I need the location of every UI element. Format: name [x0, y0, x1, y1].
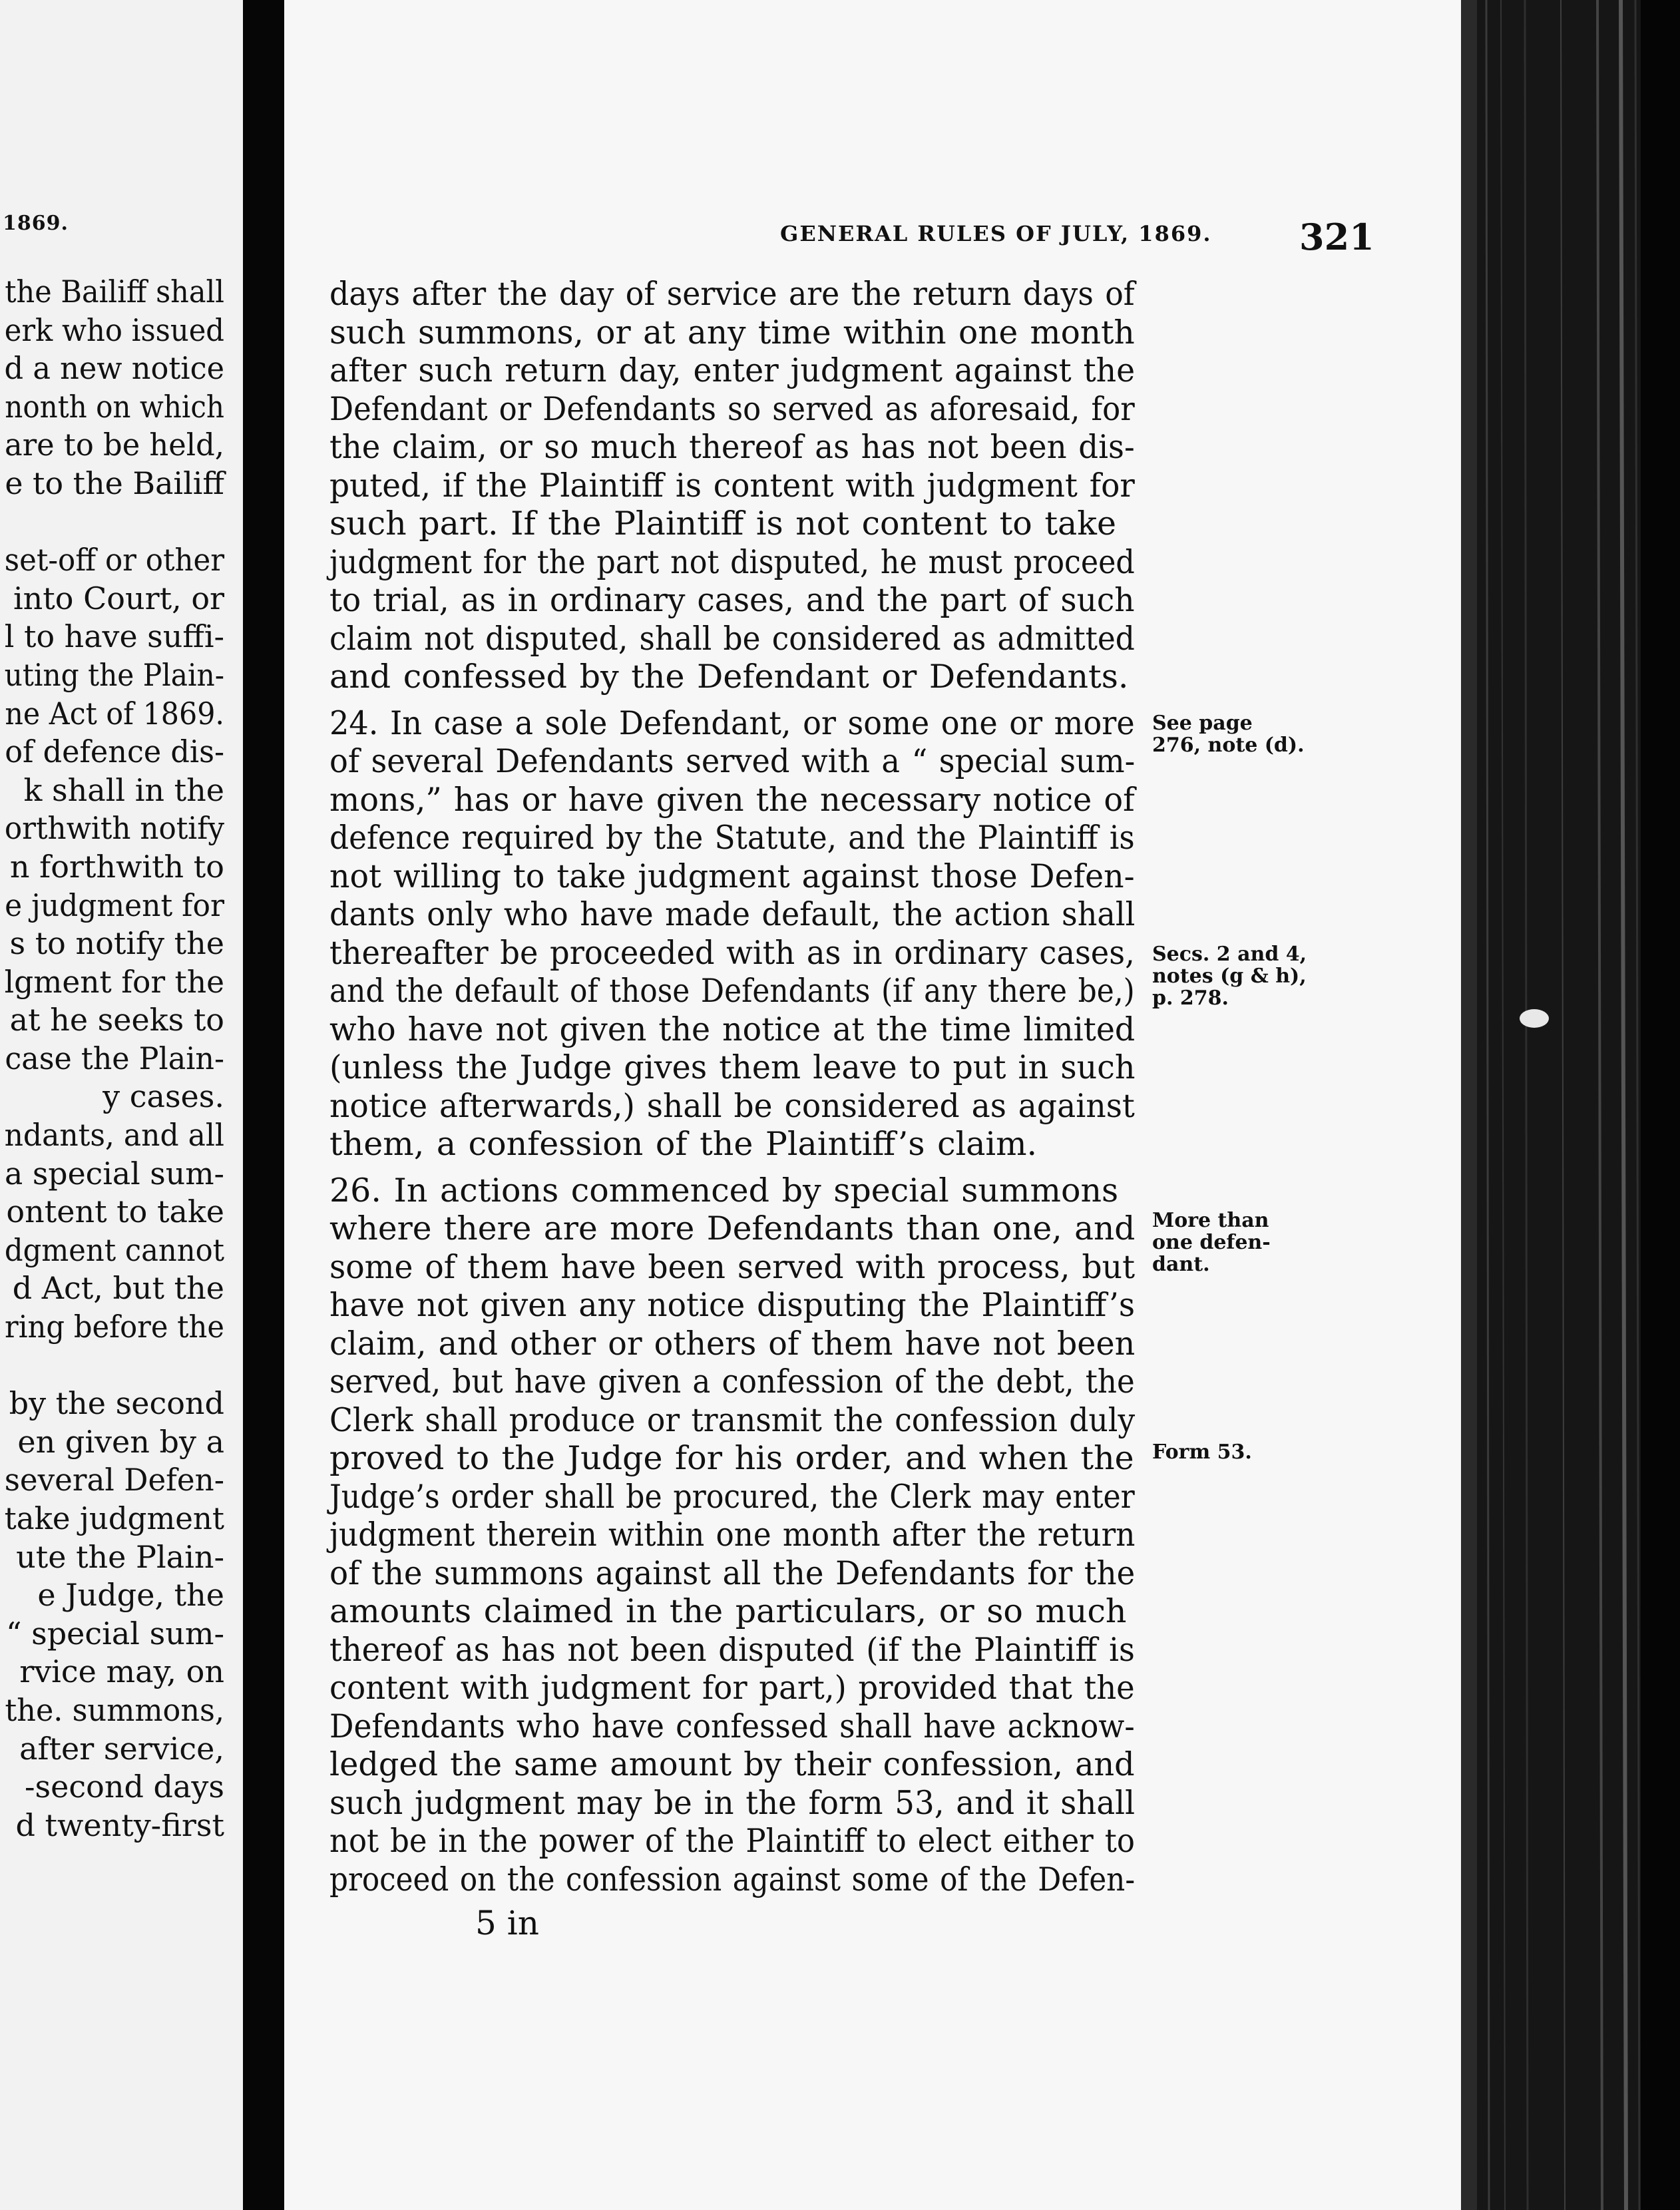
book-page-edges [1461, 0, 1680, 2210]
left-page-header: 1869. [3, 212, 69, 235]
left-page-line: nonth on which [5, 388, 224, 425]
left-page-line: by the second [9, 1385, 224, 1422]
paragraph-gap [329, 696, 1421, 704]
text-line: not willing to take judgment against those Defen- [329, 857, 1135, 895]
running-title: GENERAL RULES OF JULY, 1869. [780, 221, 1212, 246]
text-line: thereof as has not been disputed (if the Plaintiff is [329, 1630, 1135, 1669]
page-number: 321 [1299, 216, 1374, 258]
text-line: of several Defendants served with a “ special sum- [329, 742, 1136, 780]
left-page-line: erk who issued [4, 312, 224, 348]
text-line: after such return day, enter judgment against the [329, 351, 1136, 389]
book-gutter [243, 0, 284, 2210]
text-line: them, a confession of the Plaintiff’s claim. [329, 1125, 1038, 1163]
text-line: 24. In case a sole Defendant, or some one or more [329, 704, 1135, 742]
text-line: amounts claimed in the particulars, or so much [329, 1592, 1127, 1630]
left-page-line: are to be held, [4, 427, 224, 463]
left-page-text [0, 273, 224, 1845]
text-line: and the default of those Defendants (if any there be,) [329, 972, 1135, 1010]
left-page-line: take judgment [4, 1500, 224, 1536]
text-line: such summons, or at any time within one month [329, 313, 1135, 351]
text-line: the claim, or so much thereof as has not been dis- [329, 428, 1135, 466]
left-page-fragment [0, 0, 243, 2210]
left-page-line: a special sum- [5, 1155, 224, 1192]
text-line: Defendants who have confessed shall have acknow- [329, 1707, 1135, 1745]
page-edge-lines [1461, 0, 1680, 2210]
left-page-line: ontent to take [6, 1194, 224, 1230]
left-page-line: at he seeks to [9, 1002, 224, 1038]
text-line: Defendant or Defendants so served as aforesaid, for [329, 389, 1135, 428]
text-line: ledged the same amount by their confession, and [329, 1745, 1135, 1783]
text-line: mons,” has or have given the necessary notice of [329, 780, 1135, 819]
left-page-line: en given by a [17, 1423, 224, 1460]
left-page-line: several Defen- [4, 1462, 224, 1498]
text-line: not be in the power of the Plaintiff to elect either to [329, 1822, 1135, 1860]
paragraph-gap [329, 1164, 1421, 1172]
left-page-line [0, 503, 224, 542]
text-line: where there are more Defendants than one, and [329, 1210, 1136, 1247]
paragraph [329, 275, 1421, 696]
text-line: notice afterwards,) shall be considered as against [329, 1086, 1135, 1125]
text-line: puted, if the Plaintiff is content with judgment for [329, 466, 1135, 505]
text-line: claim not disputed, shall be considered as admitted [329, 619, 1135, 658]
left-page-line: rvice may, on [19, 1654, 224, 1690]
left-page-line: k shall in the [23, 772, 224, 808]
text-line: dants only who have made default, the action shall [329, 895, 1136, 933]
running-header [494, 216, 1439, 256]
margin-note-form: Form 53. [1152, 1440, 1252, 1464]
text-line: Clerk shall produce or transmit the confession duly [329, 1401, 1136, 1439]
text-line: to trial, as in ordinary cases, and the part of such [329, 581, 1135, 619]
left-page-line: s to notify the [9, 925, 224, 962]
text-line: (unless the Judge gives them leave to put in such [329, 1048, 1136, 1086]
left-page-line: “ special sum- [5, 1615, 224, 1652]
left-page-line: into Court, or [13, 580, 224, 616]
left-page-line: l to have suffi- [4, 618, 224, 655]
text-line: judgment therein within one month after the return [329, 1516, 1136, 1554]
text-line: who have not given the notice at the time limited [329, 1010, 1136, 1048]
body-text [329, 275, 1421, 1898]
left-page-line: the. summons, [5, 1691, 224, 1728]
left-page-line: uting the Plain- [4, 656, 224, 693]
text-line: Judge’s order shall be procured, the Clerk may enter [329, 1477, 1135, 1516]
left-page-line: orthwith notify [4, 810, 224, 847]
text-line: and confessed by the Defendant or Defendants. [329, 658, 1129, 696]
left-page-line: e judgment for [5, 887, 224, 923]
margin-note-see-page: See page 276, note (d). [1152, 712, 1305, 757]
margin-note-more-than-one: More than one defen- dant. [1152, 1209, 1271, 1276]
text-line: some of them have been served with process, but [329, 1247, 1136, 1286]
left-page-line: case the Plain- [5, 1040, 224, 1076]
paragraph [329, 704, 1421, 1164]
text-line: defence required by the Statute, and the Plaintiff is [329, 819, 1135, 857]
left-page-line: set-off or other [4, 542, 224, 578]
text-line: days after the day of service are the return days of [329, 275, 1135, 313]
text-line: thereafter be proceeded with as in ordinary cases, [329, 933, 1135, 972]
left-page-line: ndants, and all [4, 1117, 224, 1154]
text-line: proved to the Judge for his order, and when the [329, 1439, 1134, 1477]
text-line: 26. In actions commenced by special summons [329, 1171, 1119, 1210]
left-page-line: the Bailiff shall [5, 274, 224, 310]
text-line: proceed on the confession against some of the Defen- [329, 1860, 1136, 1898]
left-page-line: lgment for the [4, 963, 224, 1000]
left-page-line: d twenty-first [15, 1807, 224, 1843]
margin-note-secs: Secs. 2 and 4, notes (g & h), p. 278. [1152, 943, 1307, 1010]
catchword: 5 in [475, 1904, 539, 1942]
text-line: such part. If the Plaintiff is not content to take [329, 505, 1116, 543]
text-line: served, but have given a confession of the debt, the [329, 1363, 1135, 1401]
left-page-line: of defence dis- [5, 734, 224, 770]
left-page-line: n forthwith to [9, 848, 224, 885]
text-line: claim, and other or others of them have not been [329, 1324, 1136, 1363]
text-line: content with judgment for part,) provided that the [329, 1669, 1135, 1707]
paragraph [329, 1172, 1421, 1899]
left-page-line: after service, [19, 1730, 224, 1767]
text-line: of the summons against all the Defendants for the [329, 1554, 1136, 1592]
left-page-line: d Act, but the [12, 1270, 224, 1307]
left-page-line: e Judge, the [37, 1577, 224, 1614]
left-page-line: ne Act of 1869. [5, 695, 224, 732]
left-page-line: dgment cannot [4, 1231, 224, 1268]
left-page-line: e to the Bailiff [5, 465, 224, 501]
left-page-line: y cases. [103, 1078, 224, 1115]
left-page-line [0, 1347, 224, 1385]
text-line: such judgment may be in the form 53, and it shall [329, 1783, 1136, 1822]
page-321 [284, 0, 1461, 2210]
left-page-line: ute the Plain- [16, 1538, 224, 1575]
text-line: judgment for the part not disputed, he must proceed [329, 543, 1135, 581]
left-page-line: -second days [25, 1769, 224, 1805]
left-page-line: d a new notice [4, 350, 224, 387]
text-line: have not given any notice disputing the Plaintiff’s [329, 1286, 1136, 1324]
left-page-line: ring before the [5, 1309, 224, 1345]
